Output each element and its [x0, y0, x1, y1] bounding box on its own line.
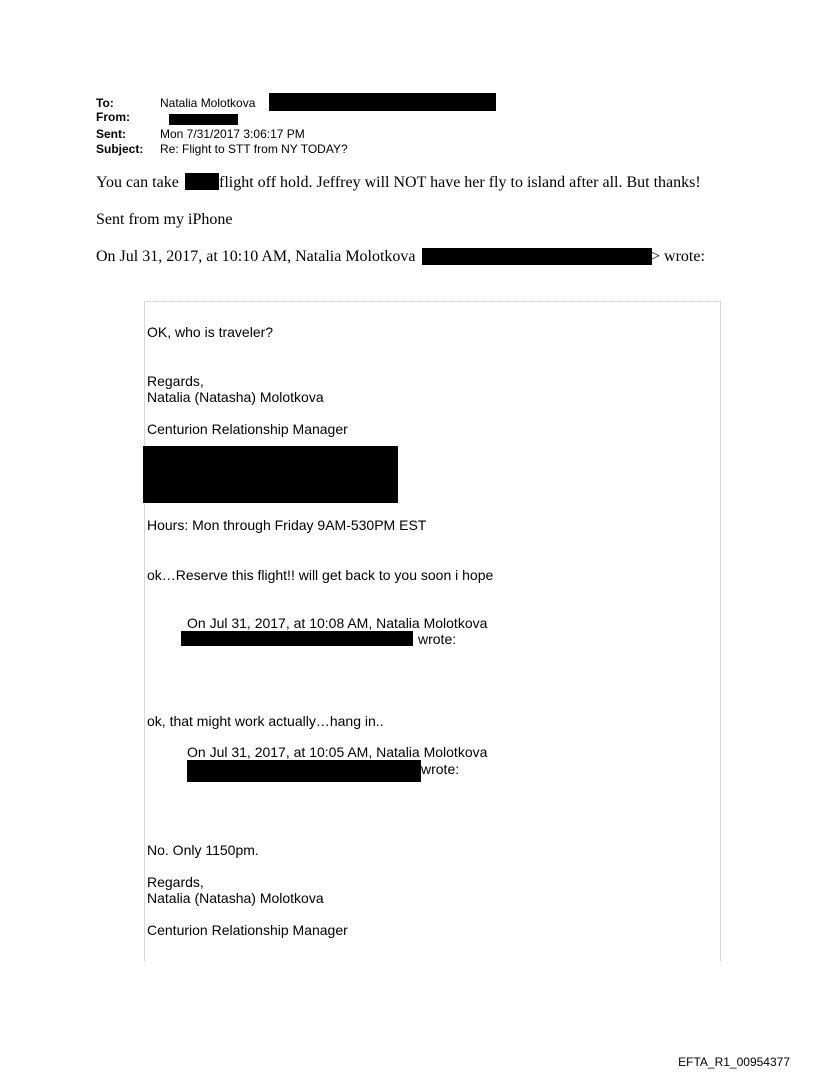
to-value: Natalia Molotkova — [160, 96, 256, 110]
from-label: From: — [96, 110, 130, 124]
reply-reserve: ok…Reserve this flight!! will get back to you soon i hope — [147, 567, 494, 583]
redaction-sender-address — [422, 248, 652, 265]
sent-label: Sent: — [96, 127, 126, 141]
body-line-1-end: flight off hold. Jeffrey will NOT have her fly to island after all. But thanks! — [219, 174, 701, 191]
hours-line: Hours: Mon through Friday 9AM-530PM EST — [147, 517, 427, 533]
nested-quote-1-intro: On Jul 31, 2017, at 10:08 AM, Natalia Molotkova — [187, 615, 488, 631]
regards-2: Regards, — [147, 874, 204, 890]
reply-hang-in: ok, that might work actually…hang in.. — [147, 713, 384, 729]
sender-name-1: Natalia (Natasha) Molotkova — [147, 389, 324, 405]
redaction-contact-block — [143, 446, 398, 503]
reply-only-time: No. Only 1150pm. — [147, 842, 259, 858]
nested-quote-2-wrote: wrote: — [421, 761, 460, 777]
redaction-from — [169, 114, 238, 125]
sender-name-2: Natalia (Natasha) Molotkova — [147, 890, 324, 906]
regards-1: Regards, — [147, 373, 204, 389]
quoted-intro-start: On Jul 31, 2017, at 10:10 AM, Natalia Molotkova — [96, 248, 416, 265]
redaction-nested-1-address — [181, 631, 413, 646]
subject-label: Subject: — [96, 142, 144, 156]
sender-title-1: Centurion Relationship Manager — [147, 421, 348, 437]
redaction-body-name — [185, 173, 219, 190]
nested-quote-1-wrote: wrote: — [418, 631, 457, 647]
body-line-1-start: You can take — [96, 174, 179, 191]
sender-title-2: Centurion Relationship Manager — [147, 922, 348, 938]
quoted-intro-end: > wrote: — [651, 248, 705, 265]
redaction-nested-2-address — [187, 760, 421, 782]
quoted-question: OK, who is traveler? — [147, 324, 274, 340]
subject-value: Re: Flight to STT from NY TODAY? — [160, 142, 348, 156]
sent-value: Mon 7/31/2017 3:06:17 PM — [160, 127, 305, 141]
to-label: To: — [96, 96, 114, 110]
redaction-to-address — [269, 93, 496, 111]
nested-quote-2-intro: On Jul 31, 2017, at 10:05 AM, Natalia Molotkova — [187, 744, 488, 760]
document-id: EFTA_R1_00954377 — [678, 1055, 790, 1069]
signature-line: Sent from my iPhone — [96, 211, 233, 228]
